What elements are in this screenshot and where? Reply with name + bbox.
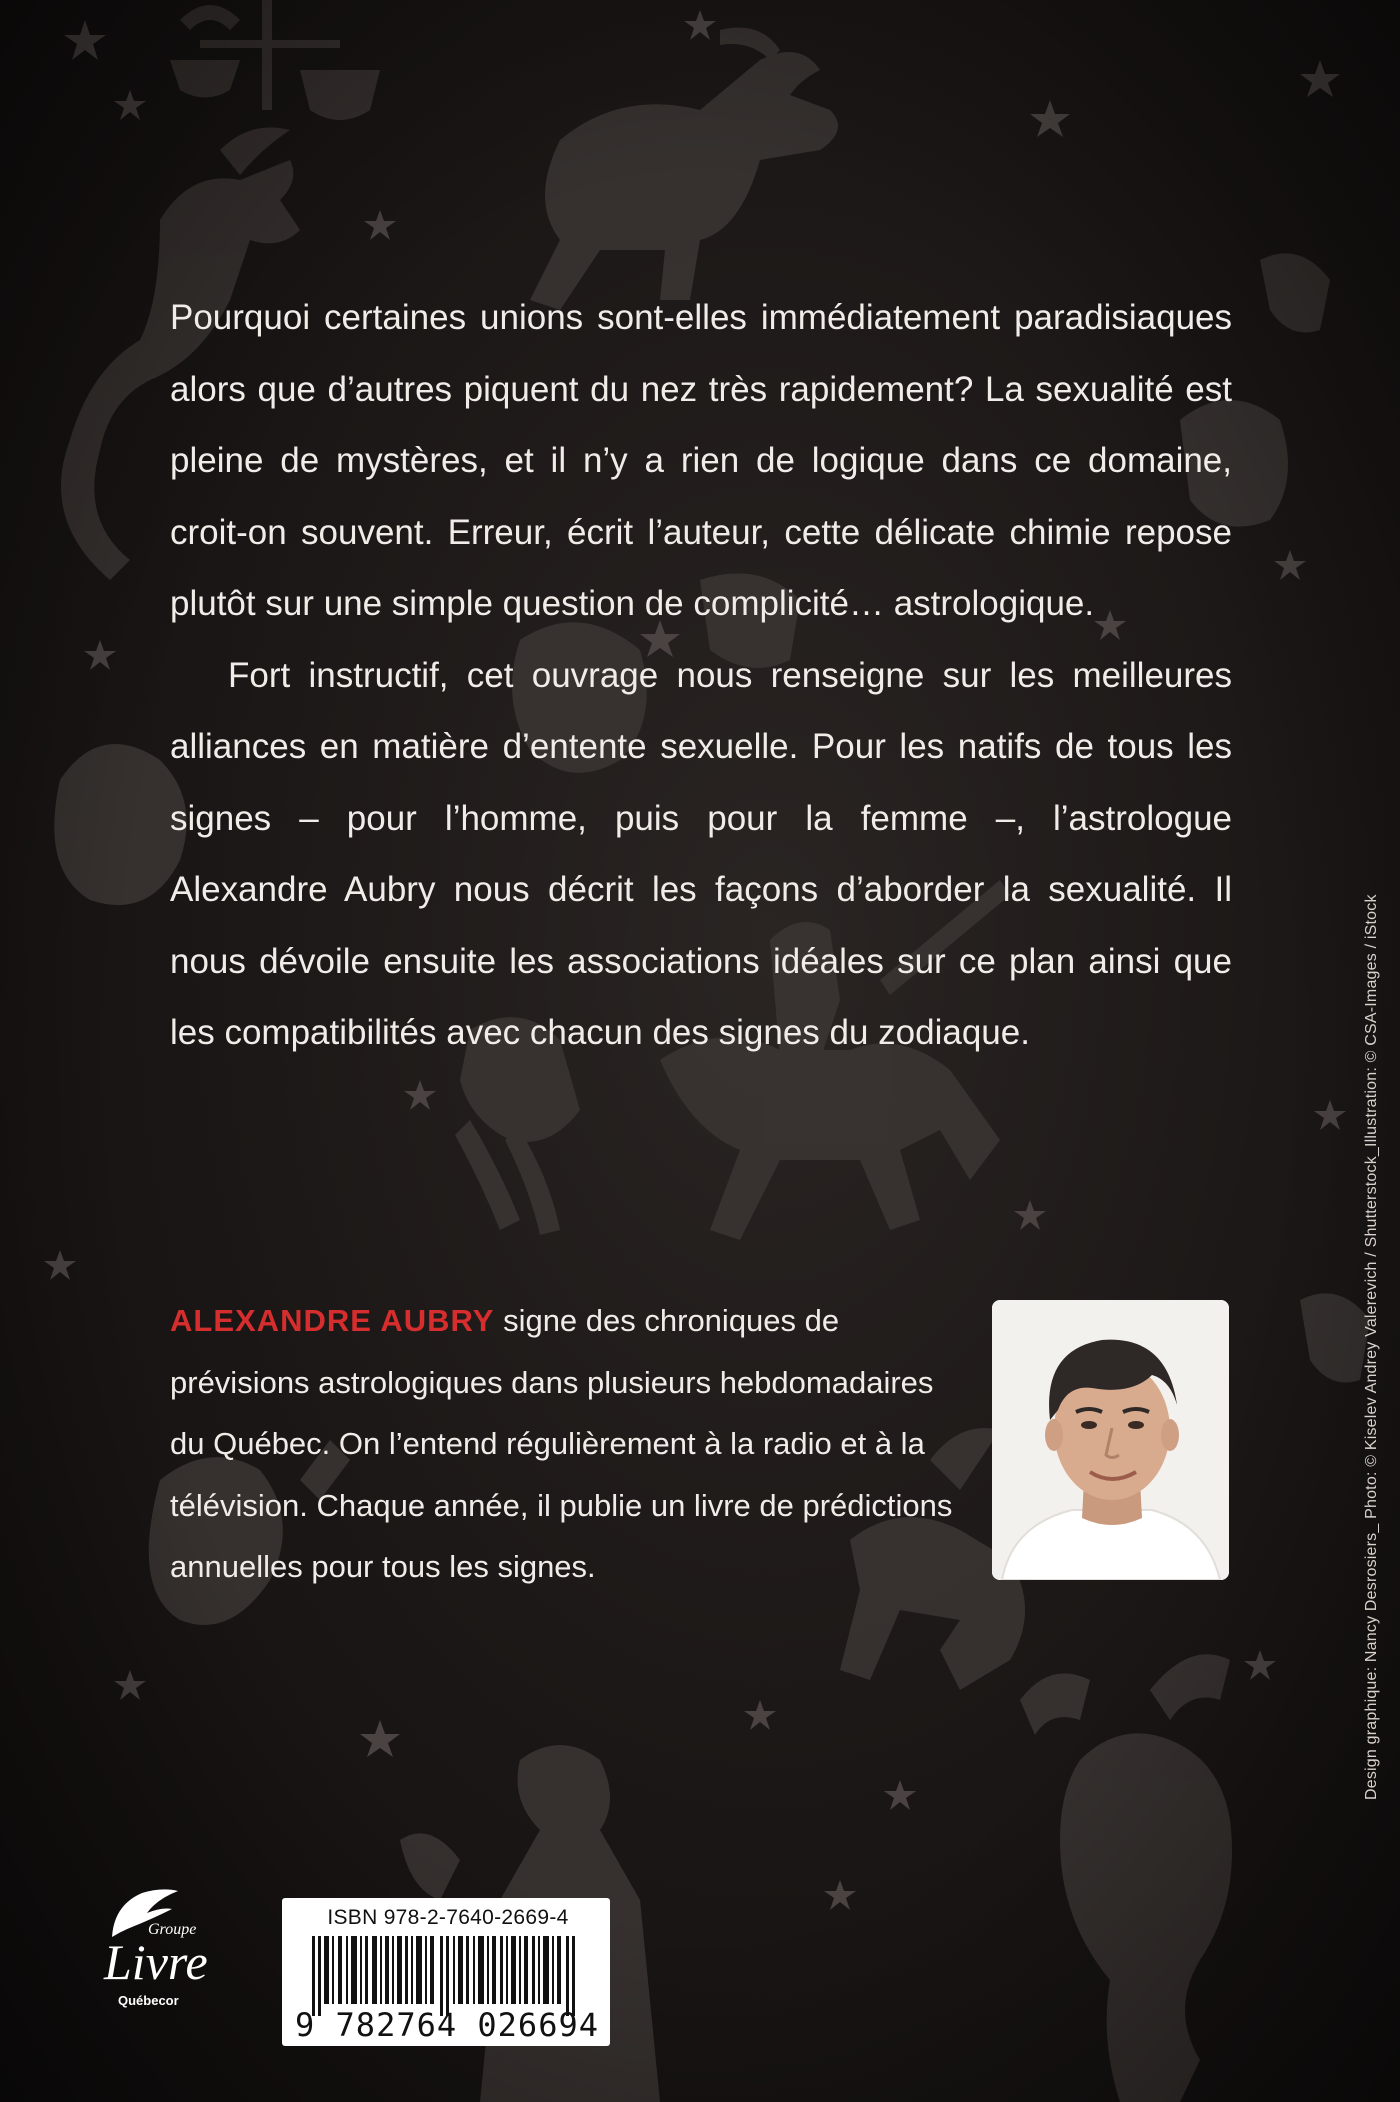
- isbn-label: ISBN 978-2-7640-2669-4: [327, 1906, 569, 1929]
- description-paragraph-1: Pourquoi certaines unions sont-elles immédiatement paradisiaques alors que d’autres piquent du nez très rapidement? La sexualité est pleine de mystères, et il n’y a rien de logique dans ce domaine, croit-on souvent. Erreur, écrit l’auteur, cette délicate chimie repose plutôt sur une simple question de complicité… astrologique.: [170, 298, 1232, 623]
- author-bio: [170, 1290, 960, 1598]
- description-paragraph-2: Fort instructif, cet ouvrage nous renseigne sur les meilleures alliances en matière d’entente sexuelle. Pour les natifs de tous les signes – pour l’homme, puis pour la femme –, l’astrologue Alexandre Aubry nous décrit les façons d’aborder la sexualité. Il nous dévoile ensuite les associations idéales sur ce plan ainsi que les compatibilités avec chacun des signes du zodiaque.: [170, 655, 1232, 1052]
- publisher-name: Livre: [104, 1934, 208, 1990]
- author-photo: [992, 1300, 1229, 1580]
- isbn-barcode: [282, 1898, 610, 2046]
- publisher-logo: [100, 1885, 225, 2015]
- publisher-group-label: Groupe: [148, 1921, 197, 1938]
- author-bio-text: signe des chroniques de prévisions astrologiques dans plusieurs hebdomadaires du Québec. On l’entend régulièrement à la radio et à la télévision. Chaque année, il publie un livre de prédictions annuelles pour tous les signes.: [170, 1303, 953, 1584]
- publisher-parent: Québecor: [118, 1993, 179, 2008]
- barcode-number: 9 782764 026694: [295, 2006, 599, 2044]
- book-description: [170, 282, 1232, 1069]
- credits-text: Design graphique: Nancy Desrosiers_ Photo: © Kiselev Andrey Valerevich / Shutterstock_Illustration: © CSA-Images / iStock: [1363, 894, 1380, 1800]
- author-name: ALEXANDRE AUBRY: [170, 1303, 495, 1338]
